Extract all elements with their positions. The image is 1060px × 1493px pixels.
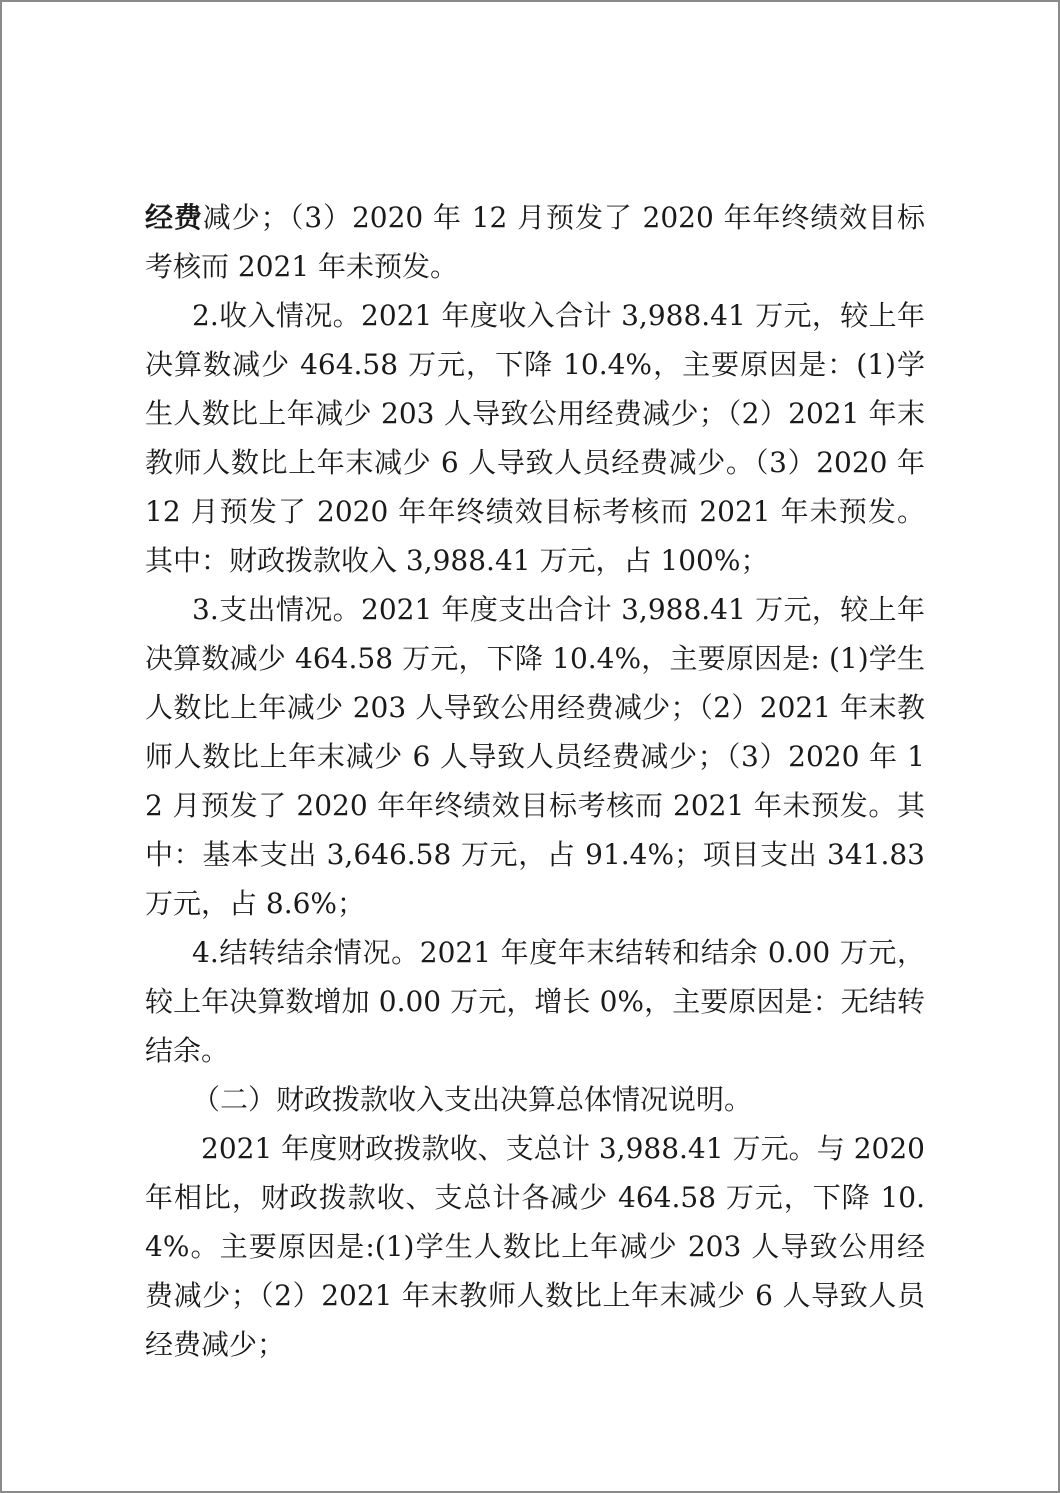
- paragraph-fiscal-summary: 2021 年度财政拨款收、支总计 3,988.41 万元。与 2020 年相比，财政拨款收、支总计各减少 464.58 万元，下降 10.4%。主要原因是:(1)学生人数比上年减少 203 人导致公用经费减少；（2）2021 年末教师人数比上年末减少 6 人导致人员经费减少；: [145, 1132, 925, 1361]
- paragraph-continuation: [145, 193, 925, 291]
- paragraph-income: 2.收入情况。2021 年度收入合计 3,988.41 万元，较上年决算数减少 464.58 万元，下降 10.4%，主要原因是：(1)学生人数比上年减少 203 人导致公用经费减少；（2）2021 年末教师人数比上年末减少 6 人导致人员经费减少。（3）2020 年 12 月预发了 2020 年年终绩效目标考核而 2021 年未预发。其中：财政拨款收入 3,988.41 万元，占 100%；: [145, 299, 925, 577]
- document-body: [145, 193, 925, 1369]
- paragraph-text: 减少；（3）2020 年 12 月预发了 2020 年年终绩效目标考核而 2021 年未预发。: [145, 201, 925, 283]
- paragraph-carryover: 4.结转结余情况。2021 年度年末结转和结余 0.00 万元，较上年决算数增加 0.00 万元，增长 0%，主要原因是：无结转结余。: [145, 936, 925, 1067]
- bold-lead-text: 经费: [145, 201, 203, 234]
- paragraph-expenditure: 3.支出情况。2021 年度支出合计 3,988.41 万元，较上年决算数减少 464.58 万元，下降 10.4%，主要原因是: (1)学生人数比上年减少 203 人导致公用经费减少；（2）2021 年末教师人数比上年末减少 6 人导致人员经费减少；（3）2020 年 12 月预发了 2020 年年终绩效目标考核而 2021 年未预发。其中：基本支出 3,646.58 万元，占 91.4%；项目支出 341.83 万元，占 8.6%；: [145, 593, 925, 920]
- section-heading: （二）财政拨款收入支出决算总体情况说明。: [192, 1083, 753, 1116]
